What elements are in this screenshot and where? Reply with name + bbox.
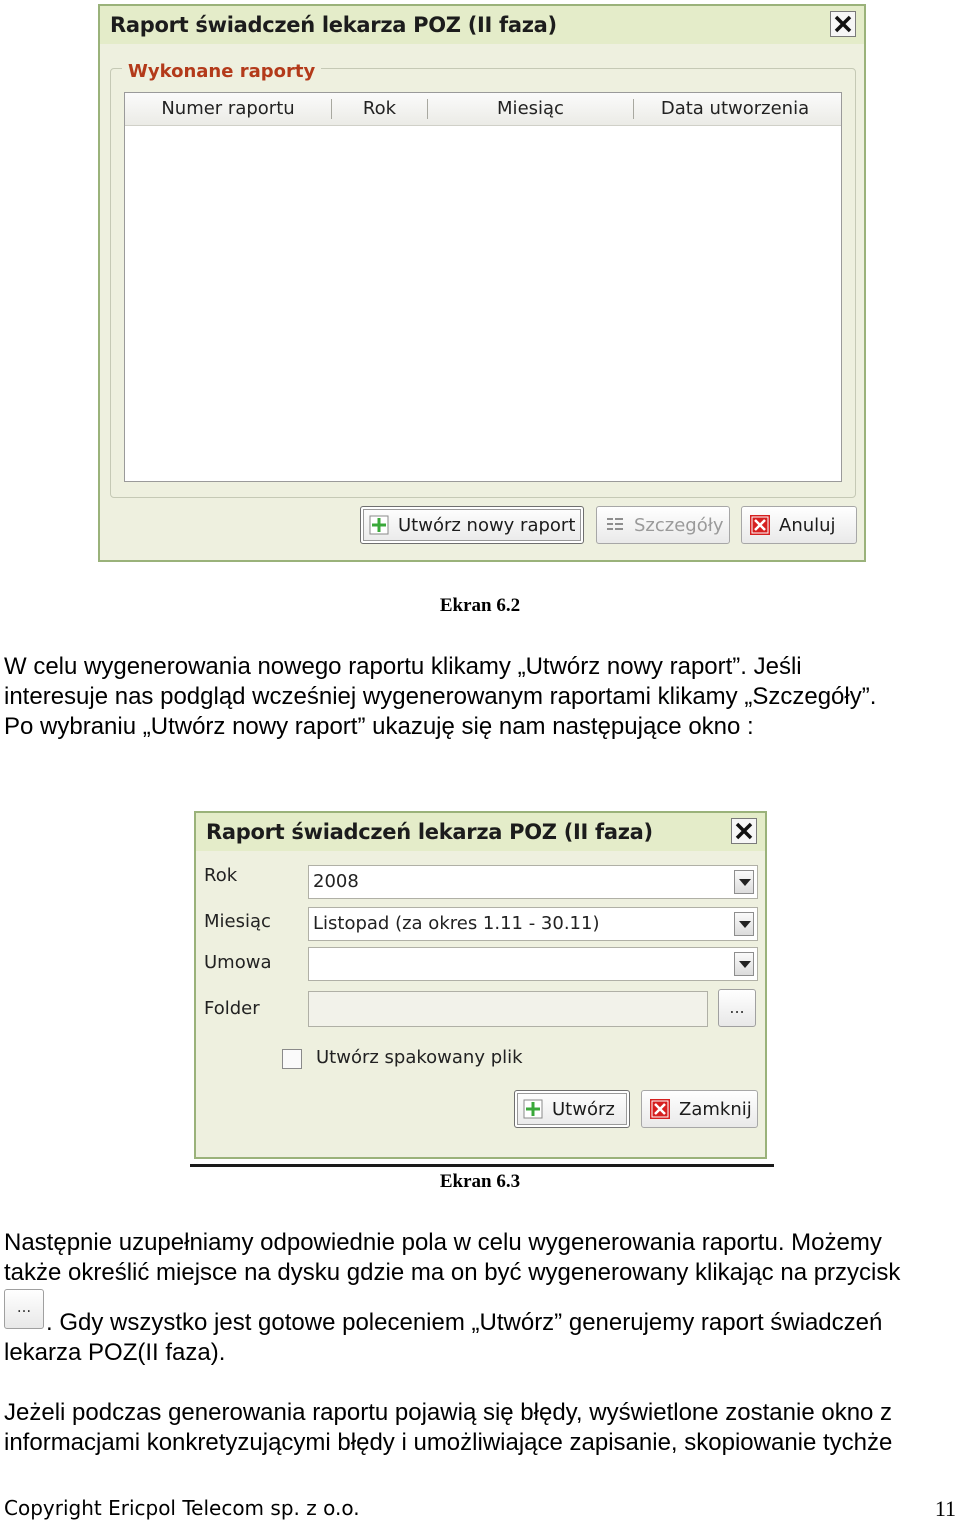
window-title: Raport świadczeń lekarza POZ (II faza) — [196, 813, 765, 851]
create-label: Utwórz — [552, 1098, 615, 1120]
paragraph-line: . Gdy wszystko jest gotowe poleceniem „Utwórz” generujemy raport świadczeń — [46, 1309, 883, 1336]
zip-checkbox[interactable] — [282, 1049, 302, 1069]
folder-label: Folder — [204, 998, 260, 1019]
new-report-button[interactable] — [360, 506, 584, 544]
close-button[interactable] — [641, 1090, 758, 1128]
create-button[interactable] — [514, 1090, 630, 1128]
month-label: Miesiąc — [204, 911, 271, 932]
plus-icon — [523, 1099, 543, 1119]
page-number: 11 — [934, 1496, 956, 1521]
chevron-down-icon — [739, 961, 751, 969]
window-title: Raport świadczeń lekarza POZ (II faza) — [100, 6, 864, 44]
year-value: 2008 — [313, 871, 359, 892]
browse-folder-button[interactable]: ... — [718, 989, 756, 1027]
paragraph-line: W celu wygenerowania nowego raportu klikamy „Utwórz nowy raport”. Jeśli — [4, 653, 802, 680]
close-window-button[interactable] — [731, 818, 757, 844]
plus-icon — [369, 515, 389, 535]
chevron-down-icon — [739, 879, 751, 887]
cancel-icon — [750, 515, 770, 535]
paragraph-line: także określić miejsce na dysku gdzie ma on być wygenerowany klikając na przycisk — [4, 1259, 901, 1286]
cancel-icon — [650, 1099, 670, 1119]
figure-caption: Ekran 6.2 — [439, 595, 521, 616]
contract-dropdown-button[interactable] — [734, 952, 754, 976]
paragraph-line: lekarza POZ(II faza). — [4, 1339, 226, 1366]
list-header — [125, 93, 841, 126]
contract-label: Umowa — [204, 952, 272, 973]
folder-field[interactable] — [308, 991, 708, 1027]
paragraph-line: informacjami konkretyzującymi błędy i umożliwiające zapisanie, skopiowanie tychże — [4, 1429, 893, 1456]
column-header-number[interactable]: Numer raportu — [161, 98, 295, 119]
report-list-window — [98, 4, 866, 562]
new-report-window — [194, 811, 767, 1159]
close-window-button[interactable] — [830, 11, 856, 37]
close-icon — [735, 822, 753, 840]
paragraph-line: Następnie uzupełniamy odpowiednie pola w celu wygenerowania raportu. Możemy — [4, 1229, 882, 1256]
chevron-down-icon — [739, 921, 751, 929]
column-header-year[interactable]: Rok — [362, 98, 397, 119]
column-header-date[interactable]: Data utworzenia — [660, 98, 810, 119]
year-dropdown-button[interactable] — [734, 870, 754, 894]
close-label: Zamknij — [679, 1098, 752, 1120]
year-select[interactable] — [308, 865, 758, 899]
paragraph-line: interesuje nas podgląd wcześniej wygenerowanym raportami klikamy „Szczegóły”. — [4, 683, 877, 710]
paragraph-line: Po wybraniu „Utwórz nowy raport” ukazuję się nam następujące okno : — [4, 713, 754, 740]
contract-select[interactable] — [308, 947, 758, 981]
divider — [190, 1164, 774, 1167]
column-header-month[interactable]: Miesiąc — [497, 98, 564, 119]
cancel-button[interactable] — [741, 506, 857, 544]
cancel-label: Anuluj — [779, 514, 836, 536]
reports-list[interactable] — [124, 92, 842, 482]
figure-caption: Ekran 6.3 — [439, 1171, 521, 1192]
month-dropdown-button[interactable] — [734, 912, 754, 936]
list-icon — [605, 515, 625, 535]
close-icon — [834, 15, 852, 33]
inline-browse-button-image: ... — [4, 1289, 44, 1329]
month-value: Listopad (za okres 1.11 - 30.11) — [313, 913, 600, 934]
details-label: Szczegóły — [634, 514, 724, 536]
group-title: Wykonane raporty — [122, 61, 321, 82]
footer-copyright: Copyright Ericpol Telecom sp. z o.o. — [4, 1496, 360, 1520]
paragraph-line: Jeżeli podczas generowania raportu pojawią się błędy, wyświetlone zostanie okno z — [4, 1399, 893, 1426]
year-label: Rok — [204, 865, 238, 886]
zip-checkbox-label: Utwórz spakowany plik — [316, 1047, 523, 1068]
details-button[interactable] — [596, 506, 730, 544]
month-select[interactable] — [308, 907, 758, 941]
new-report-label: Utwórz nowy raport — [398, 514, 576, 536]
